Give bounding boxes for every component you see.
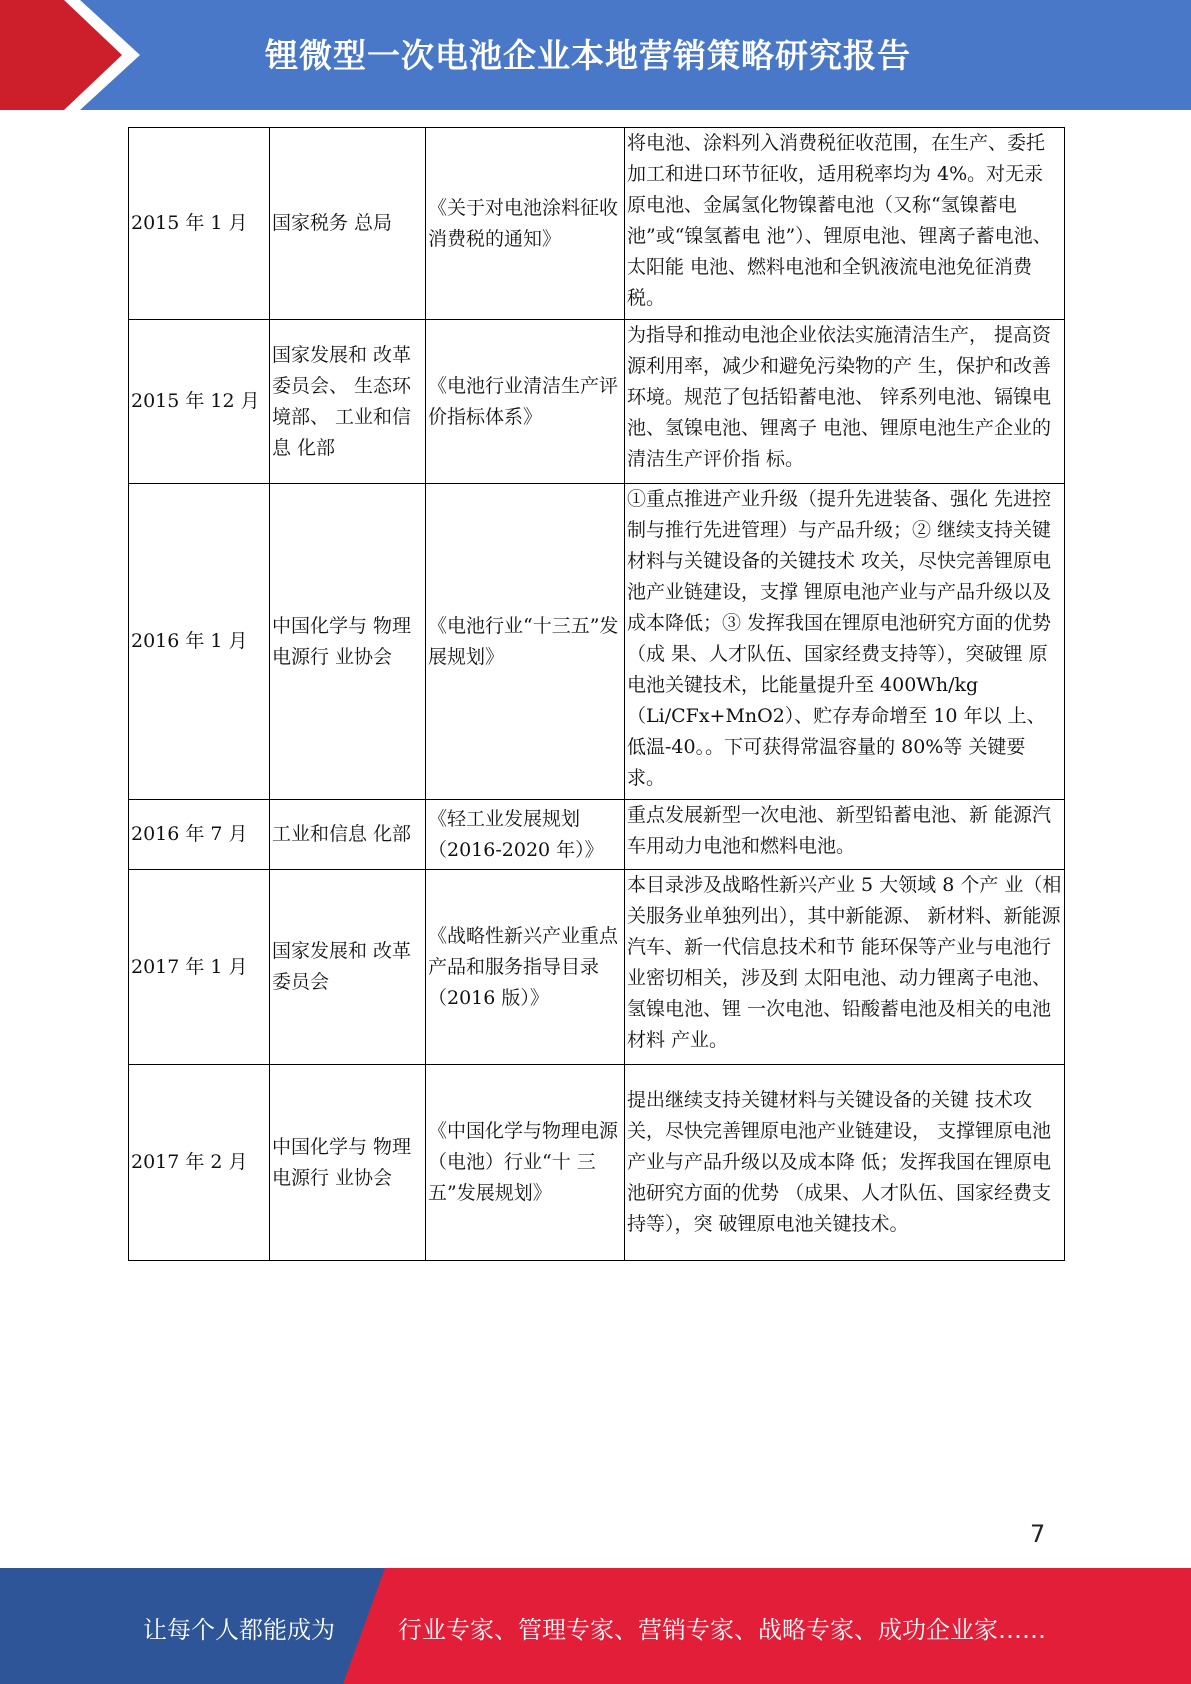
content-cell: ①重点推进产业升级（提升先进装备、强化 先进控制与推行先进管理）与产品升级；② 继续支持关键材料与关键设备的关键技术 攻关，尽快完善锂原电池产业链建设，支撑 锂原电池产业与产品升级以及成本降低；③ 发挥我国在锂原电池研究方面的优势（成 果、人才队伍、国家经费支持等），突破锂 原电池关键技术，比能量提升至 400Wh/kg （Li/CFx+MnO2）、贮存寿命增至 10 年以 上、低温-40。。下可获得常温容量的 80%等 关键要求。 — [625, 484, 1065, 800]
date-cell: 2017 年 1 月 — [129, 870, 270, 1065]
issuer-cell: 工业和信息 化部 — [270, 800, 426, 870]
table-row — [129, 128, 1065, 320]
report-title: 锂微型一次电池企业本地营销策略研究报告 — [265, 36, 911, 75]
table-row — [129, 1065, 1065, 1261]
date-cell: 2015 年 12 月 — [129, 320, 270, 484]
issuer-cell: 中国化学与 物理电源行 业协会 — [270, 1065, 426, 1261]
content-cell: 本目录涉及战略性新兴产业 5 大领域 8 个产 业（相关服务业单独列出），其中新能源、 新材料、新能源汽车、新一代信息技术和节 能环保等产业与电池行业密切相关，涉及到 太阳电池、动力锂离子电池、氢镍电池、锂 一次电池、铅酸蓄电池及相关的电池材料 产业。 — [625, 870, 1065, 1065]
date-cell: 2017 年 2 月 — [129, 1065, 270, 1261]
page-number: 7 — [1030, 1520, 1046, 1548]
document-cell: 《关于对电池涂料征收消费税的通知》 — [426, 128, 625, 320]
document-cell: 《电池行业清洁生产评价指标体系》 — [426, 320, 625, 484]
issuer-cell: 国家发展和 改革委员会 — [270, 870, 426, 1065]
page-footer — [0, 1568, 1191, 1684]
document-cell: 《电池行业“十三五”发展规划》 — [426, 484, 625, 800]
content-cell: 提出继续支持关键材料与关键设备的关键 技术攻关，尽快完善锂原电池产业链建设， 支撑锂原电池产业与产品升级以及成本降 低；发挥我国在锂原电池研究方面的优势 （成果、人才队伍、国家经费支持等），突 破锂原电池关键技术。 — [625, 1065, 1065, 1261]
table-row — [129, 320, 1065, 484]
table-row — [129, 484, 1065, 800]
document-cell: 《战略性新兴产业重点产品和服务指导目录（2016 版）》 — [426, 870, 625, 1065]
content-cell: 将电池、涂料列入消费税征收范围，在生产、委托加工和进口环节征收，适用税率均为 4%。对无汞原电池、金属氢化物镍蓄电池（又称“氢镍蓄电池”或“镍氢蓄电 池”）、锂原电池、锂离子蓄电池、太阳能 电池、燃料电池和全钒液流电池免征消费 税。 — [625, 128, 1065, 320]
footer-slogan-left: 让每个人都能成为 — [143, 1616, 335, 1644]
content-cell: 重点发展新型一次电池、新型铅蓄电池、新 能源汽车用动力电池和燃料电池。 — [625, 800, 1065, 870]
footer-slogan-right: 行业专家、管理专家、营销专家、战略专家、成功企业家…… — [398, 1616, 1046, 1644]
date-cell: 2015 年 1 月 — [129, 128, 270, 320]
document-cell: 《中国化学与物理电源（电池）行业“十 三五”发展规划》 — [426, 1065, 625, 1261]
issuer-cell: 国家发展和 改革委员会、 生态环境部、 工业和信息 化部 — [270, 320, 426, 484]
header-arrow-decoration — [0, 0, 140, 110]
document-cell: 《轻工业发展规划（2016-2020 年）》 — [426, 800, 625, 870]
policy-table — [128, 127, 1065, 1261]
table-row — [129, 800, 1065, 870]
table-row — [129, 870, 1065, 1065]
issuer-cell: 国家税务 总局 — [270, 128, 426, 320]
date-cell: 2016 年 1 月 — [129, 484, 270, 800]
page-header — [0, 0, 1191, 110]
issuer-cell: 中国化学与 物理电源行 业协会 — [270, 484, 426, 800]
date-cell: 2016 年 7 月 — [129, 800, 270, 870]
content-cell: 为指导和推动电池企业依法实施清洁生产， 提高资源利用率，减少和避免污染物的产 生，保护和改善环境。规范了包括铅蓄电池、 锌系列电池、镉镍电池、氢镍电池、锂离子 电池、锂原电池生产企业的清洁生产评价指 标。 — [625, 320, 1065, 484]
